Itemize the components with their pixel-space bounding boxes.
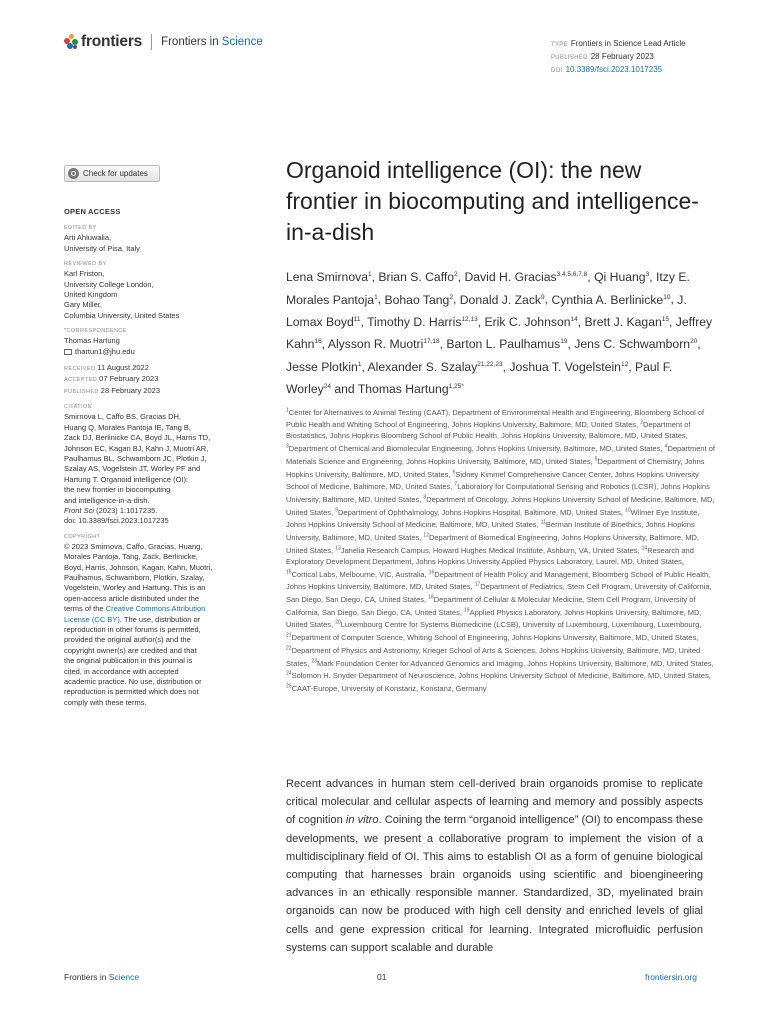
- citation-journal: Front Sci (2023) 1:1017235.: [64, 505, 158, 515]
- check-updates-icon: [68, 168, 79, 179]
- correspondence-email-link[interactable]: thartun1@jhu.edu: [64, 347, 244, 357]
- citation-label: CITATION: [64, 404, 93, 411]
- citation-text: Smirnova L, Caffo BS, Gracias DH, Huang Q, Morales Pantoja IE, Tang B, Zack DJ, Berlinicke CA, Boyd JL, Harris TD, Johnson EC, Kagan BJ, Kahn J, Muotri AR, Paulhamus BL, Schwamborn JC, Plotkin J, Szalay AS, Vogelstein JT, Worley PF and Hartung T. Organoid intelligence (OI): the new frontier in biocomputing and intelligence-in-a-dish.: [64, 412, 211, 505]
- affiliation-item: $^9$Department of Ophthalmology, Johns Hopkins Hospital, Baltimore, MD, United States,: [335, 507, 626, 517]
- affiliation-item: $^{14}$Research and Exploratory Development Department, Johns Hopkins University Applied Physics Laboratory, Laurel, MD, United States,: [286, 545, 694, 566]
- affiliation-item: $^{23}$Mark Foundation Center for Advanced Genomics and Imaging, Johns Hopkins University, Baltimore, MD, United States,: [311, 658, 714, 668]
- affiliations: [286, 405, 716, 694]
- article-sidebar: [64, 207, 244, 708]
- affiliation-item: $^{22}$Department of Physics and Astronomy, Krieger School of Arts & Sciences, Johns Hopkins University, Baltimore, MD, United States,: [286, 645, 701, 668]
- author-name[interactable]: Jeffrey Kahn$^{16}$: [286, 315, 713, 352]
- author-name[interactable]: Alysson R. Muotri$^{17,18}$: [327, 337, 440, 352]
- author-name[interactable]: J. Lomax Boyd$^{11}$: [286, 292, 687, 329]
- logo-word: frontiers: [81, 33, 143, 50]
- affiliation-item: $^{17}$Department of Pediatrics, Stem Cell Program, University of California, San Diego, San Diego, CA, United States,: [286, 581, 712, 605]
- affiliation-item: $^{25}$CAAT-Europe, University of Konstanz, Konstanz, Germany: [286, 683, 487, 693]
- abstract: Recent advances in human stem cell-derived brain organoids promise to replicate critical molecular and cellular aspects of learning and memory and possibly aspects of cognition in vitro. Coining the term “organoid intelligence” (OI) to encompass these developments, we present a collaborative program to implement the vision of a multidisciplinary field of OI. This aims to establish OI as a form of genuine biological computing that harnesses brain organoids using scientific and bioengineering advances in an ethically responsible manner. Standardized, 3D, myelinated brain organoids can now be produced with high cell density and enriched levels of glial cells and gene expression critical for learning. Integrated microfluidic perfusion systems can support scalable and durable: [286, 778, 703, 954]
- journal-name: Frontiers in Science: [161, 36, 263, 48]
- author-name[interactable]: Timothy D. Harris$^{12,13}$: [367, 315, 478, 329]
- open-access-label: OPEN ACCESS: [64, 207, 121, 216]
- citation-doi: doi: 10.3389/fsci.2023.1017235: [64, 516, 169, 526]
- author-name[interactable]: Bohao Tang$^2$: [384, 292, 453, 307]
- author-name[interactable]: Barton L. Paulhamus$^{19}$: [446, 337, 568, 352]
- affiliation-item: $^5$Department of Chemistry, Johns Hopkins University, Baltimore, MD, United States,: [286, 456, 705, 479]
- page-number: 01: [377, 972, 387, 982]
- affiliation-item: $^2$Department of Biostatistics, Johns Hopkins Bloomberg School of Public Health, Johns Hopkins University, Baltimore, MD, United States,: [286, 419, 691, 441]
- edited-by: Arti Ahluwalia, University of Pisa, Italy: [64, 233, 140, 253]
- author-name[interactable]: Thomas Hartung$^{1,25*}$: [357, 382, 464, 397]
- correspondence-label: *CORRESPONDENCE: [64, 328, 127, 335]
- affiliation-item: $^{21}$Department of Computer Science, Whiting School of Engineering, Johns Hopkins University, Baltimore, MD, United States,: [286, 632, 699, 643]
- correspondence-name: Thomas Hartung: [64, 336, 120, 346]
- author-list: Lena Smirnova$^1$, Brian S. Caffo$^2$, David H. Gracias$^{3,4,5,6,7,8}$, Qi Huang$^3$, Itzy E. Morales Pantoja$^1$, Bohao Tang$^2$, Donald J. Zack$^9$, Cynthia A. Berlinicke$^{10}$, J. Lomax Boyd$^{11}$, Timothy D. Harris$^{12,13}$, Erik C. Johnson$^{14}$, Brett J. Kagan$^{15}$, Jeffrey Kahn$^{16}$, Alysson R. Muotri$^{17,18}$, Barton L. Paulhamus$^{19}$, Jens C. Schwamborn$^{20}$, Jesse Plotkin$^1$, Alexander S. Szalay$^{21,22,23}$, Joshua T. Vogelstein$^{12}$, Paul F. Worley$^{24}$ and Thomas Hartung$^{1,25*}$: [286, 270, 713, 397]
- copyright-text: © 2023 Smirnova, Caffo, Gracias, Huang, Morales Pantoja, Tang, Zack, Berlinicke, Boyd, Harris, Johnson, Kagan, Kahn, Muotri, Paulhamus, Schwamborn, Plotkin, Szalay, Vogelstein, Worley and Hartung. This is an open-access article distributed under the terms of the Creative Commons Attribution License (CC BY). The use, distribution or reproduction in other forums is permitted, provided the original author(s) and the copyright owner(s) are credited and that the original publication in this journal is cited, in accordance with accepted academic practice. No use, distribution or reproduction is permitted which does not comply with these terms.: [64, 541, 213, 707]
- author-name[interactable]: Jesse Plotkin$^1$: [286, 359, 362, 374]
- affiliation-item: $^{18}$Department of Cellular & Molecular Medicine, Stem Cell Program, University of California, San Diego, San Diego, CA, United States,: [286, 594, 696, 617]
- affiliation-item: $^{20}$Luxembourg Centre for Systems Biomedicine (LCSB), University of Luxembourg, Luxembourg, Luxembourg,: [335, 619, 702, 630]
- reviewed-by-label: REVIEWED BY: [64, 261, 107, 268]
- check-for-updates-button[interactable]: Check for updates: [64, 165, 160, 182]
- reviewed-by: Karl Friston, University College London, United Kingdom Gary Miller, Columbia University, United States: [64, 269, 180, 320]
- author-name[interactable]: Lena Smirnova$^1$: [286, 270, 372, 285]
- author-name[interactable]: Alexander S. Szalay$^{21,22,23}$: [367, 359, 503, 374]
- copyright-label: COPYRIGHT: [64, 533, 101, 540]
- email-icon: [64, 349, 72, 355]
- author-name[interactable]: Qi Huang$^3$: [594, 270, 650, 285]
- footer-site-link[interactable]: frontiersin.org: [645, 972, 697, 982]
- article-title: Organoid intelligence (OI): the new frontier in biocomputing and intelligence-in-a-dish: [286, 157, 699, 245]
- affiliation-item: $^3$Department of Chemical and Biomolecular Engineering, Johns Hopkins University, Baltimore, MD, United States,: [286, 443, 665, 454]
- author-name[interactable]: Brett J. Kagan$^{15}$: [584, 315, 669, 329]
- article-published: PUBLISHED 28 February 2023: [551, 52, 654, 61]
- affiliation-item: $^{11}$Berman Institute of Bioethics, Johns Hopkins University, Baltimore, MD, United States,: [286, 519, 695, 543]
- frontiers-logo[interactable]: [64, 33, 263, 51]
- footer-journal: Frontiers in Science: [64, 972, 140, 982]
- edited-by-label: EDITED BY: [64, 225, 97, 232]
- article-doi: DOI 10.3389/fsci.2023.1017235: [551, 65, 663, 74]
- affiliation-item: $^{19}$Applied Physics Laboratory, Johns Hopkins University, Baltimore, MD, United States,: [286, 607, 702, 630]
- affiliation-item: $^{16}$Department of Health Policy and Management, Bloomberg School of Public Health, Johns Hopkins University, Baltimore, MD, United States,: [286, 569, 711, 592]
- author-name[interactable]: Jens C. Schwamborn$^{20}$: [574, 337, 698, 352]
- affiliation-item: $^{24}$Solomon H. Snyder Department of Neuroscience, Johns Hopkins University School of Medicine, Baltimore, MD, United States,: [286, 670, 711, 681]
- affiliation-item: $^{12}$Department of Biomedical Engineering, Johns Hopkins University, Baltimore, MD, United States,: [286, 532, 699, 555]
- author-name[interactable]: David H. Gracias$^{3,4,5,6,7,8}$: [464, 270, 588, 285]
- author-name[interactable]: Erik C. Johnson$^{14}$: [484, 315, 578, 329]
- article-meta: [551, 38, 686, 77]
- article-type: TYPE Frontiers in Science Lead Article: [551, 39, 686, 48]
- author-name[interactable]: Itzy E. Morales Pantoja$^1$: [286, 270, 690, 307]
- affiliation-item: $^1$Center for Alternatives to Animal Testing (CAAT), Department of Environmental Health and Engineering, Bloomberg School of Public Health and Whiting School of Engineering, Johns Hopkins University, Baltimore, MD, United States,: [286, 407, 705, 430]
- article-dates: RECEIVED 11 August 2022 ACCEPTED 07 February 2023 PUBLISHED 28 February 2023: [64, 363, 160, 395]
- affiliation-item: $^4$Department of Materials Science and Engineering, Johns Hopkins University, Baltimore, MD, United States,: [286, 443, 715, 466]
- author-name[interactable]: Paul F. Worley$^{24}$: [286, 359, 673, 397]
- author-name[interactable]: Joshua T. Vogelstein$^{12}$: [509, 359, 629, 374]
- affiliation-item: $^8$Department of Oncology, Johns Hopkins University School of Medicine, Baltimore, MD, United States,: [286, 494, 715, 517]
- affiliation-item: $^{10}$Wilmer Eye Institute, Johns Hopkins University School of Medicine, Baltimore, MD, United States,: [286, 507, 700, 530]
- affiliation-item: $^7$Laboratory for Computational Sensing and Robotics (LCSR), Johns Hopkins University, Baltimore, MD, United States,: [286, 481, 710, 504]
- author-name[interactable]: Donald J. Zack$^9$: [459, 292, 545, 307]
- author-name[interactable]: Brian S. Caffo$^2$: [378, 270, 458, 285]
- logo-divider: [151, 34, 152, 50]
- cc-by-license-link[interactable]: Creative Commons Attribution License (CC BY): [64, 604, 206, 624]
- author-name[interactable]: Cynthia A. Berlinicke$^{10}$: [551, 292, 671, 307]
- affiliation-item: $^{15}$Cortical Labs, Melbourne, VIC, Australia,: [286, 569, 429, 579]
- frontiers-logo-mark-icon: [64, 34, 78, 50]
- affiliation-item: $^6$Sidney Kimmel Comprehensive Cancer Center, Johns Hopkins University School of Medicine, Baltimore, MD, United States,: [286, 469, 699, 492]
- affiliation-item: $^{13}$Janelia Research Campus, Howard Hughes Medical Institute, Ashburn, VA, United States,: [335, 545, 642, 555]
